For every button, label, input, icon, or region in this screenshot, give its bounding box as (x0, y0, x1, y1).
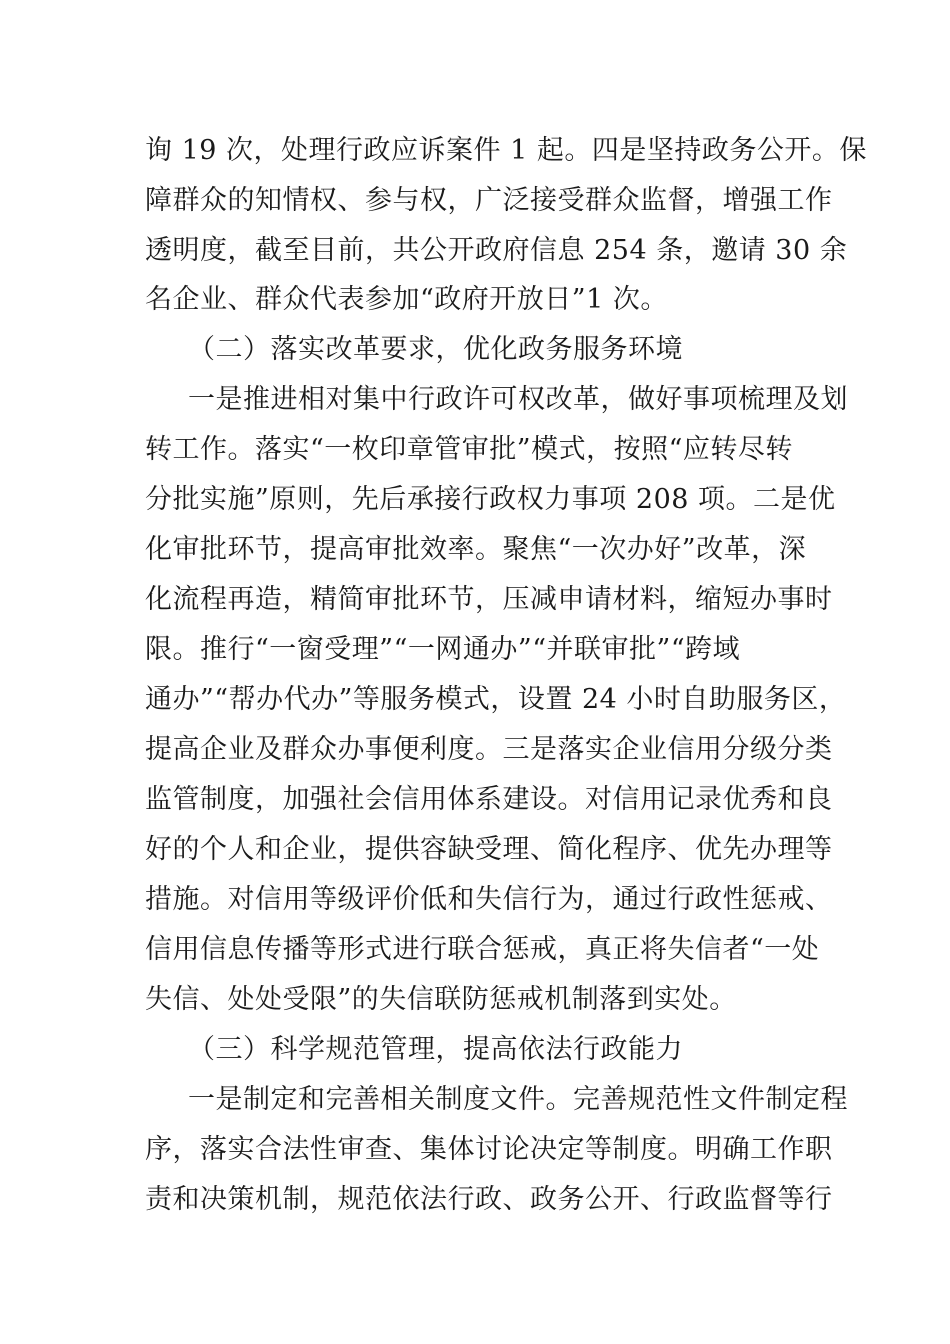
paragraph-line: 序，落实合法性审查、集体讨论决定等制度。明确工作职 (145, 1134, 833, 1165)
paragraph-line: 化流程再造，精简审批环节，压减申请材料，缩短办事时 (145, 584, 833, 615)
paragraph-line: 提高企业及群众办事便利度。三是落实企业信用分级分类 (145, 734, 833, 765)
paragraph-line: 分批实施”原则，先后承接行政权力事项 208 项。二是优 (145, 484, 836, 515)
paragraph-line: 名企业、群众代表参加“政府开放日”1 次。 (145, 284, 668, 315)
paragraph-line: 一是推进相对集中行政许可权改革，做好事项梳理及划 (188, 384, 848, 415)
paragraph-line: 障群众的知情权、参与权，广泛接受群众监督，增强工作 (145, 185, 833, 216)
paragraph-line: 转工作。落实“一枚印章管审批”模式，按照“应转尽转 (145, 434, 793, 465)
paragraph-line: 监管制度，加强社会信用体系建设。对信用记录优秀和良 (145, 784, 833, 815)
paragraph-line: 通办”“帮办代办”等服务模式，设置 24 小时自助服务区， (145, 684, 847, 715)
paragraph-line: 询 19 次，处理行政应诉案件 1 起。四是坚持政务公开。保 (145, 135, 867, 166)
paragraph-line: 措施。对信用等级评价低和失信行为，通过行政性惩戒、 (145, 884, 833, 915)
paragraph-line: 化审批环节，提高审批效率。聚焦“一次办好”改革，深 (145, 534, 807, 565)
paragraph-line: 好的个人和企业，提供容缺受理、简化程序、优先办理等 (145, 834, 833, 865)
section-heading: （二）落实改革要求，优化政务服务环境 (188, 334, 683, 365)
paragraph-line: 责和决策机制，规范依法行政、政务公开、行政监督等行 (145, 1184, 833, 1215)
paragraph-line: 限。推行“一窗受理”“一网通办”“并联审批”“跨域 (145, 634, 741, 665)
paragraph-line: 信用信息传播等形式进行联合惩戒，真正将失信者“一处 (145, 934, 820, 965)
paragraph-line: 失信、处处受限”的失信联防惩戒机制落到实处。 (145, 984, 737, 1015)
paragraph-line: 透明度，截至目前，共公开政府信息 254 条，邀请 30 余 (145, 235, 848, 266)
section-heading: （三）科学规范管理，提高依法行政能力 (188, 1034, 683, 1065)
paragraph-line: 一是制定和完善相关制度文件。完善规范性文件制定程 (188, 1084, 848, 1115)
